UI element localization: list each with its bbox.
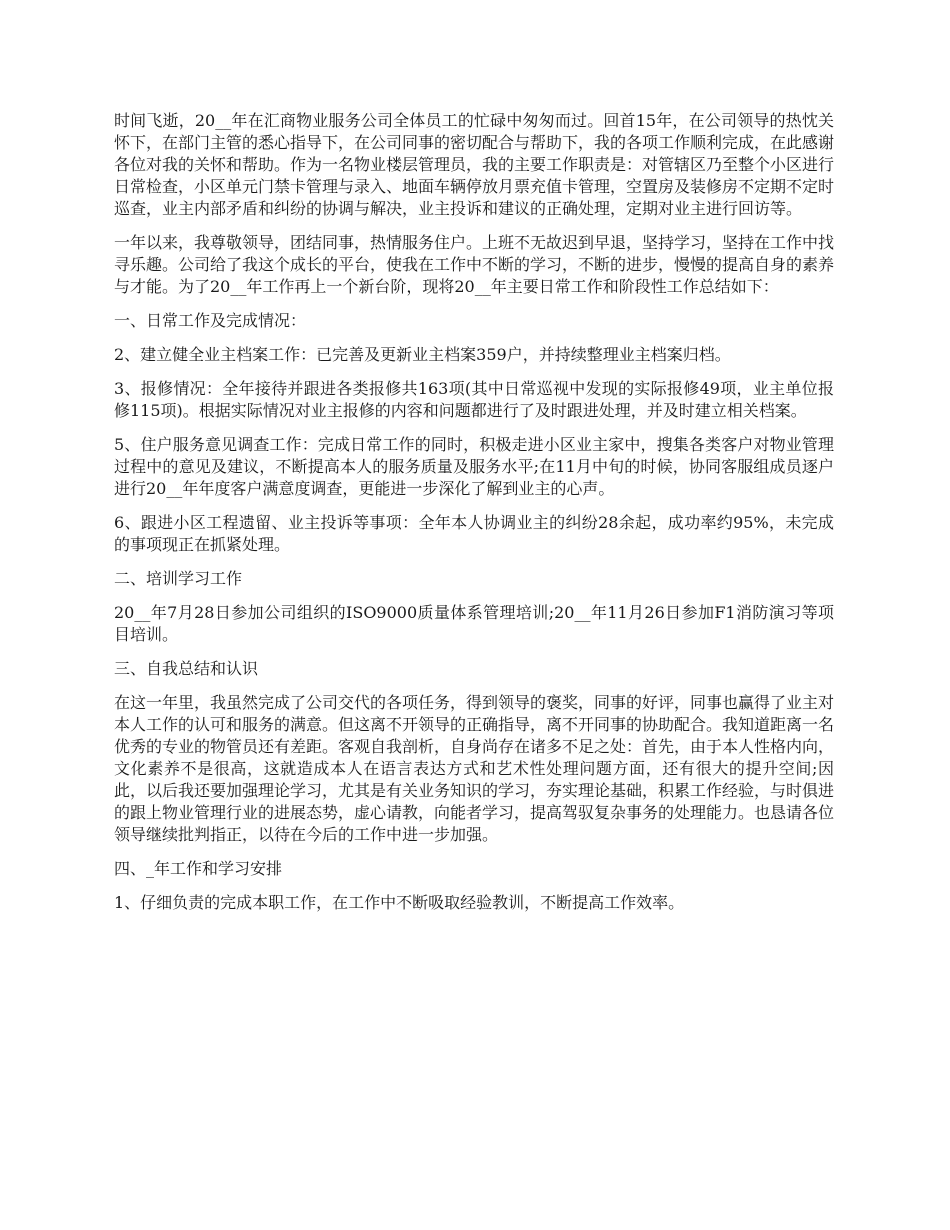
section-heading-self-review: 三、自我总结和认识 bbox=[114, 659, 259, 678]
item-complaints-followup: 6、跟进小区工程遗留、业主投诉等事项：全年本人协调业主的纠纷28余起，成功率约95%，未完成的事项现正在抓紧处理。 bbox=[114, 513, 834, 554]
summary-intro-paragraph: 一年以来，我尊敬领导，团结同事，热情服务住户。上班不无故迟到早退，坚持学习，坚持在工作中找寻乐趣。公司给了我这个成长的平台，使我在工作中不断的学习，不断的进步，慢慢的提高自身的素养与才能。为了20__年工作再上一个新台阶，现将20__年主要日常工作和阶段性工作总结如下： bbox=[114, 233, 835, 296]
self-review-paragraph: 在这一年里，我虽然完成了公司交代的各项任务，得到领导的褒奖，同事的好评，同事也赢得了业主对本人工作的认可和服务的满意。但这离不开领导的正确指导，离不开同事的协助配合。我知道距离一名优秀的专业的物管员还有差距。客观自我剖析，自身尚存在诸多不足之处：首先，由于本人性格内向，文化素养不是很高，这就造成本人在语言表达方式和艺术性处理问题方面，还有很大的提升空间;因此，以后我还要加强理论学习，尤其是有关业务知识的学习，夯实理论基础，积累工作经验，与时俱进的跟上物业管理行业的进展态势，虚心请教，向能者学习，提高驾驭复杂事务的处理能力。也恳请各位领导继续批判指正，以待在今后的工作中进一步加强。 bbox=[114, 693, 835, 844]
section-heading-daily-work: 一、日常工作及完成情况： bbox=[114, 311, 307, 330]
item-owner-archives: 2、建立健全业主档案工作：已完善及更新业主档案359户，并持续整理业主档案归档。 bbox=[114, 345, 731, 364]
training-paragraph: 20__年7月28日参加公司组织的ISO9000质量体系管理培训;20__年11月26日参加F1消防演习等项目培训。 bbox=[114, 603, 834, 644]
intro-paragraph: 时间飞逝，20__年在汇商物业服务公司全体员工的忙碌中匆匆而过。回首15年，在公司领导的热忱关怀下，在部门主管的悉心指导下，在公司同事的密切配合与帮助下，我的各项工作顺利完成，在此感谢各位对我的关怀和帮助。作为一名物业楼层管理员，我的主要工作职责是：对管辖区乃至整个小区进行日常检查，小区单元门禁卡管理与录入、地面车辆停放月票充值卡管理，空置房及装修房不定期不定时巡查，业主内部矛盾和纠纷的协调与解决，业主投诉和建议的正确处理，定期对业主进行回访等。 bbox=[114, 111, 835, 218]
document-body bbox=[114, 110, 834, 926]
plan-item-1: 1、仔细负责的完成本职工作，在工作中不断吸取经验教训，不断提高工作效率。 bbox=[114, 893, 685, 912]
section-heading-training: 二、培训学习工作 bbox=[114, 569, 243, 588]
section-heading-plan: 四、_年工作和学习安排 bbox=[114, 859, 283, 878]
item-resident-survey: 5、住户服务意见调查工作：完成日常工作的同时，积极走进小区业主家中，搜集各类客户对物业管理过程中的意见及建议，不断提高本人的服务质量及服务水平;在11月中旬的时候，协同客服组成员逐户进行20__年年度客户满意度调查，更能进一步深化了解到业主的心声。 bbox=[114, 435, 834, 498]
item-repairs: 3、报修情况：全年接待并跟进各类报修共163项(其中日常巡视中发现的实际报修49项，业主单位报修115项)。根据实际情况对业主报修的内容和问题都进行了及时跟进处理，并及时建立相关档案。 bbox=[114, 379, 834, 420]
